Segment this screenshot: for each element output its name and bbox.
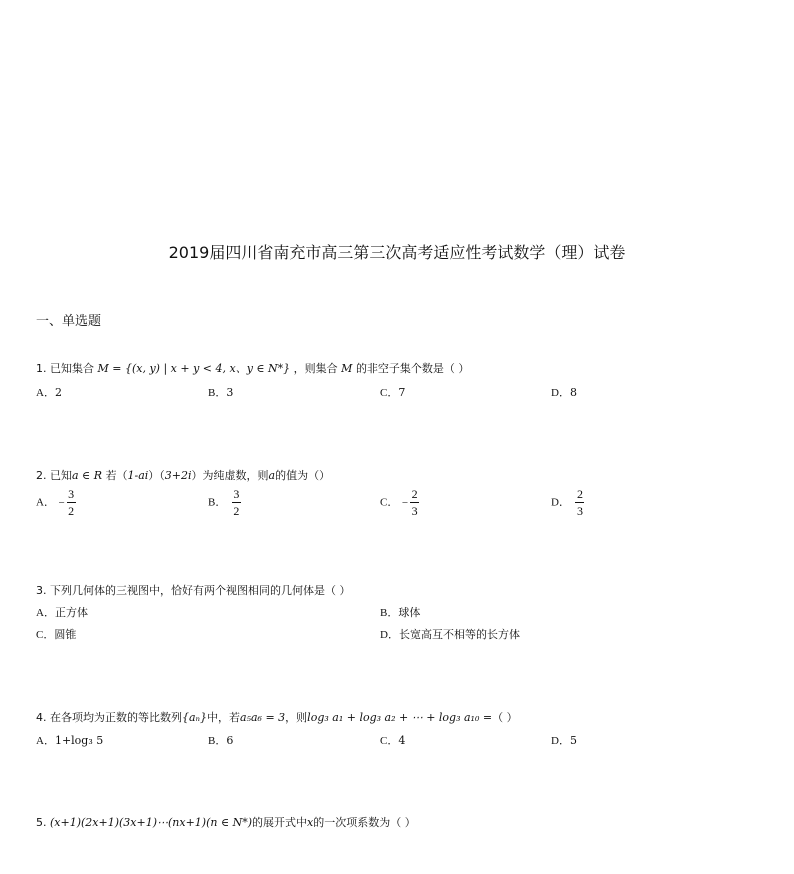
option-letter: A． [36,496,55,509]
question-1 [36,360,469,376]
question-text: 中，若 [207,711,241,724]
option-value: 6 [226,734,234,747]
question-text: 在各项均为正数的等比数列 [50,711,182,724]
option-letter: B． [208,735,227,747]
question-text: 已知集合 [50,362,94,375]
option-value: 2 [54,386,62,399]
option-letter: A． [36,387,55,399]
option-value: 正方体 [54,606,88,619]
question-number: 1. [36,362,47,375]
fraction-numerator: 3 [233,487,240,501]
option-letter: C． [380,735,399,747]
option-value: 8 [569,386,577,399]
math-variable: a [268,469,276,482]
option-a [36,604,88,620]
fraction [232,487,241,518]
option-letter: B． [208,496,227,509]
question-text: ，则 [285,711,308,724]
fraction-bar [67,502,76,503]
option-value: 圆锥 [54,628,77,641]
option-value: 1+log₃ 5 [54,734,104,747]
option-b [208,487,241,518]
question-text: 的一次项系数为（ ） [313,816,416,829]
question-text: 已知 [50,469,72,482]
fraction-bar [575,502,584,503]
fraction-numerator: 3 [68,487,75,501]
option-value: 5 [569,734,577,747]
question-text: 的值为（） [275,469,331,482]
page-title: 2019届四川省南充市高三第三次高考适应性考试数学（理）试卷 [168,243,626,262]
fraction-denominator: 3 [411,504,418,518]
math-sequence: {aₙ} [182,711,208,724]
option-letter: A． [36,735,55,747]
option-letter: D． [380,629,399,641]
option-c [380,732,405,748]
fraction-bar [410,502,419,503]
fraction-denominator: 3 [576,504,583,518]
option-letter: D． [551,387,570,399]
option-c [380,487,419,518]
fraction [575,487,584,518]
option-letter: D． [551,496,570,509]
fraction-numerator: 2 [576,487,583,501]
question-number: 4. [36,711,47,724]
question-5 [36,814,416,830]
question-number: 5. [36,816,47,829]
question-2 [36,467,330,483]
section-heading: 一、单选题 [36,314,102,329]
question-text: （ ） [492,711,518,724]
option-b [208,384,233,400]
option-d [551,487,584,518]
option-letter: A． [36,607,55,619]
question-3 [36,582,351,598]
option-letter: B． [380,607,399,619]
fraction-denominator: 2 [68,504,75,518]
fraction [67,487,76,518]
option-letter: C． [36,629,55,641]
math-condition: a ∈ R [72,469,102,482]
fraction-sign: − [58,496,65,509]
fraction-sign: − [401,496,409,509]
math-variable: x [307,816,314,829]
math-factor: 1-ai [127,469,149,482]
option-a [36,732,103,748]
option-letter: C． [380,387,399,399]
option-a [36,384,62,400]
option-c [380,384,405,400]
option-value: 3 [226,386,234,399]
option-letter: B． [208,387,227,399]
option-value: 4 [398,734,406,747]
question-number: 2. [36,469,47,482]
fraction-denominator: 2 [233,504,240,518]
math-variable: M [341,362,353,375]
question-number: 3. [36,584,47,597]
option-b [380,604,420,620]
question-text: 若（ [105,469,128,482]
option-value: 球体 [398,606,421,619]
math-condition: a₅a₆ = 3 [240,711,286,724]
fraction [410,487,419,518]
option-value: 7 [398,386,406,399]
math-expression: (x+1)(2x+1)(3x+1)⋯(nx+1)(n ∈ N*) [50,816,253,829]
question-text: 的非空子集个数是（ ） [355,362,470,375]
question-text: 下列几何体的三视图中，恰好有两个视图相同的几何体是（ ） [50,584,351,597]
math-expression: M = {(x, y) | x + y < 4, x、y ∈ N*} [97,362,291,375]
option-value: 长宽高互不相等的长方体 [398,628,520,641]
question-text: ）为纯虚数，则 [191,469,269,482]
option-b [208,732,233,748]
fraction-bar [232,502,241,503]
question-text: ，则集合 [293,362,338,375]
question-4 [36,709,518,725]
option-d [380,626,520,642]
fraction-numerator: 2 [411,487,418,501]
question-text: ）（ [148,469,165,482]
math-factor: 3+2i [164,469,192,482]
option-letter: D． [551,735,570,747]
option-a [36,487,76,518]
math-expression: log₃ a₁ + log₃ a₂ + ⋯ + log₃ a₁₀ = [307,711,493,724]
question-text: 的展开式中 [252,816,308,829]
option-c [36,626,76,642]
option-d [551,732,577,748]
option-letter: C． [380,496,399,509]
option-d [551,384,577,400]
